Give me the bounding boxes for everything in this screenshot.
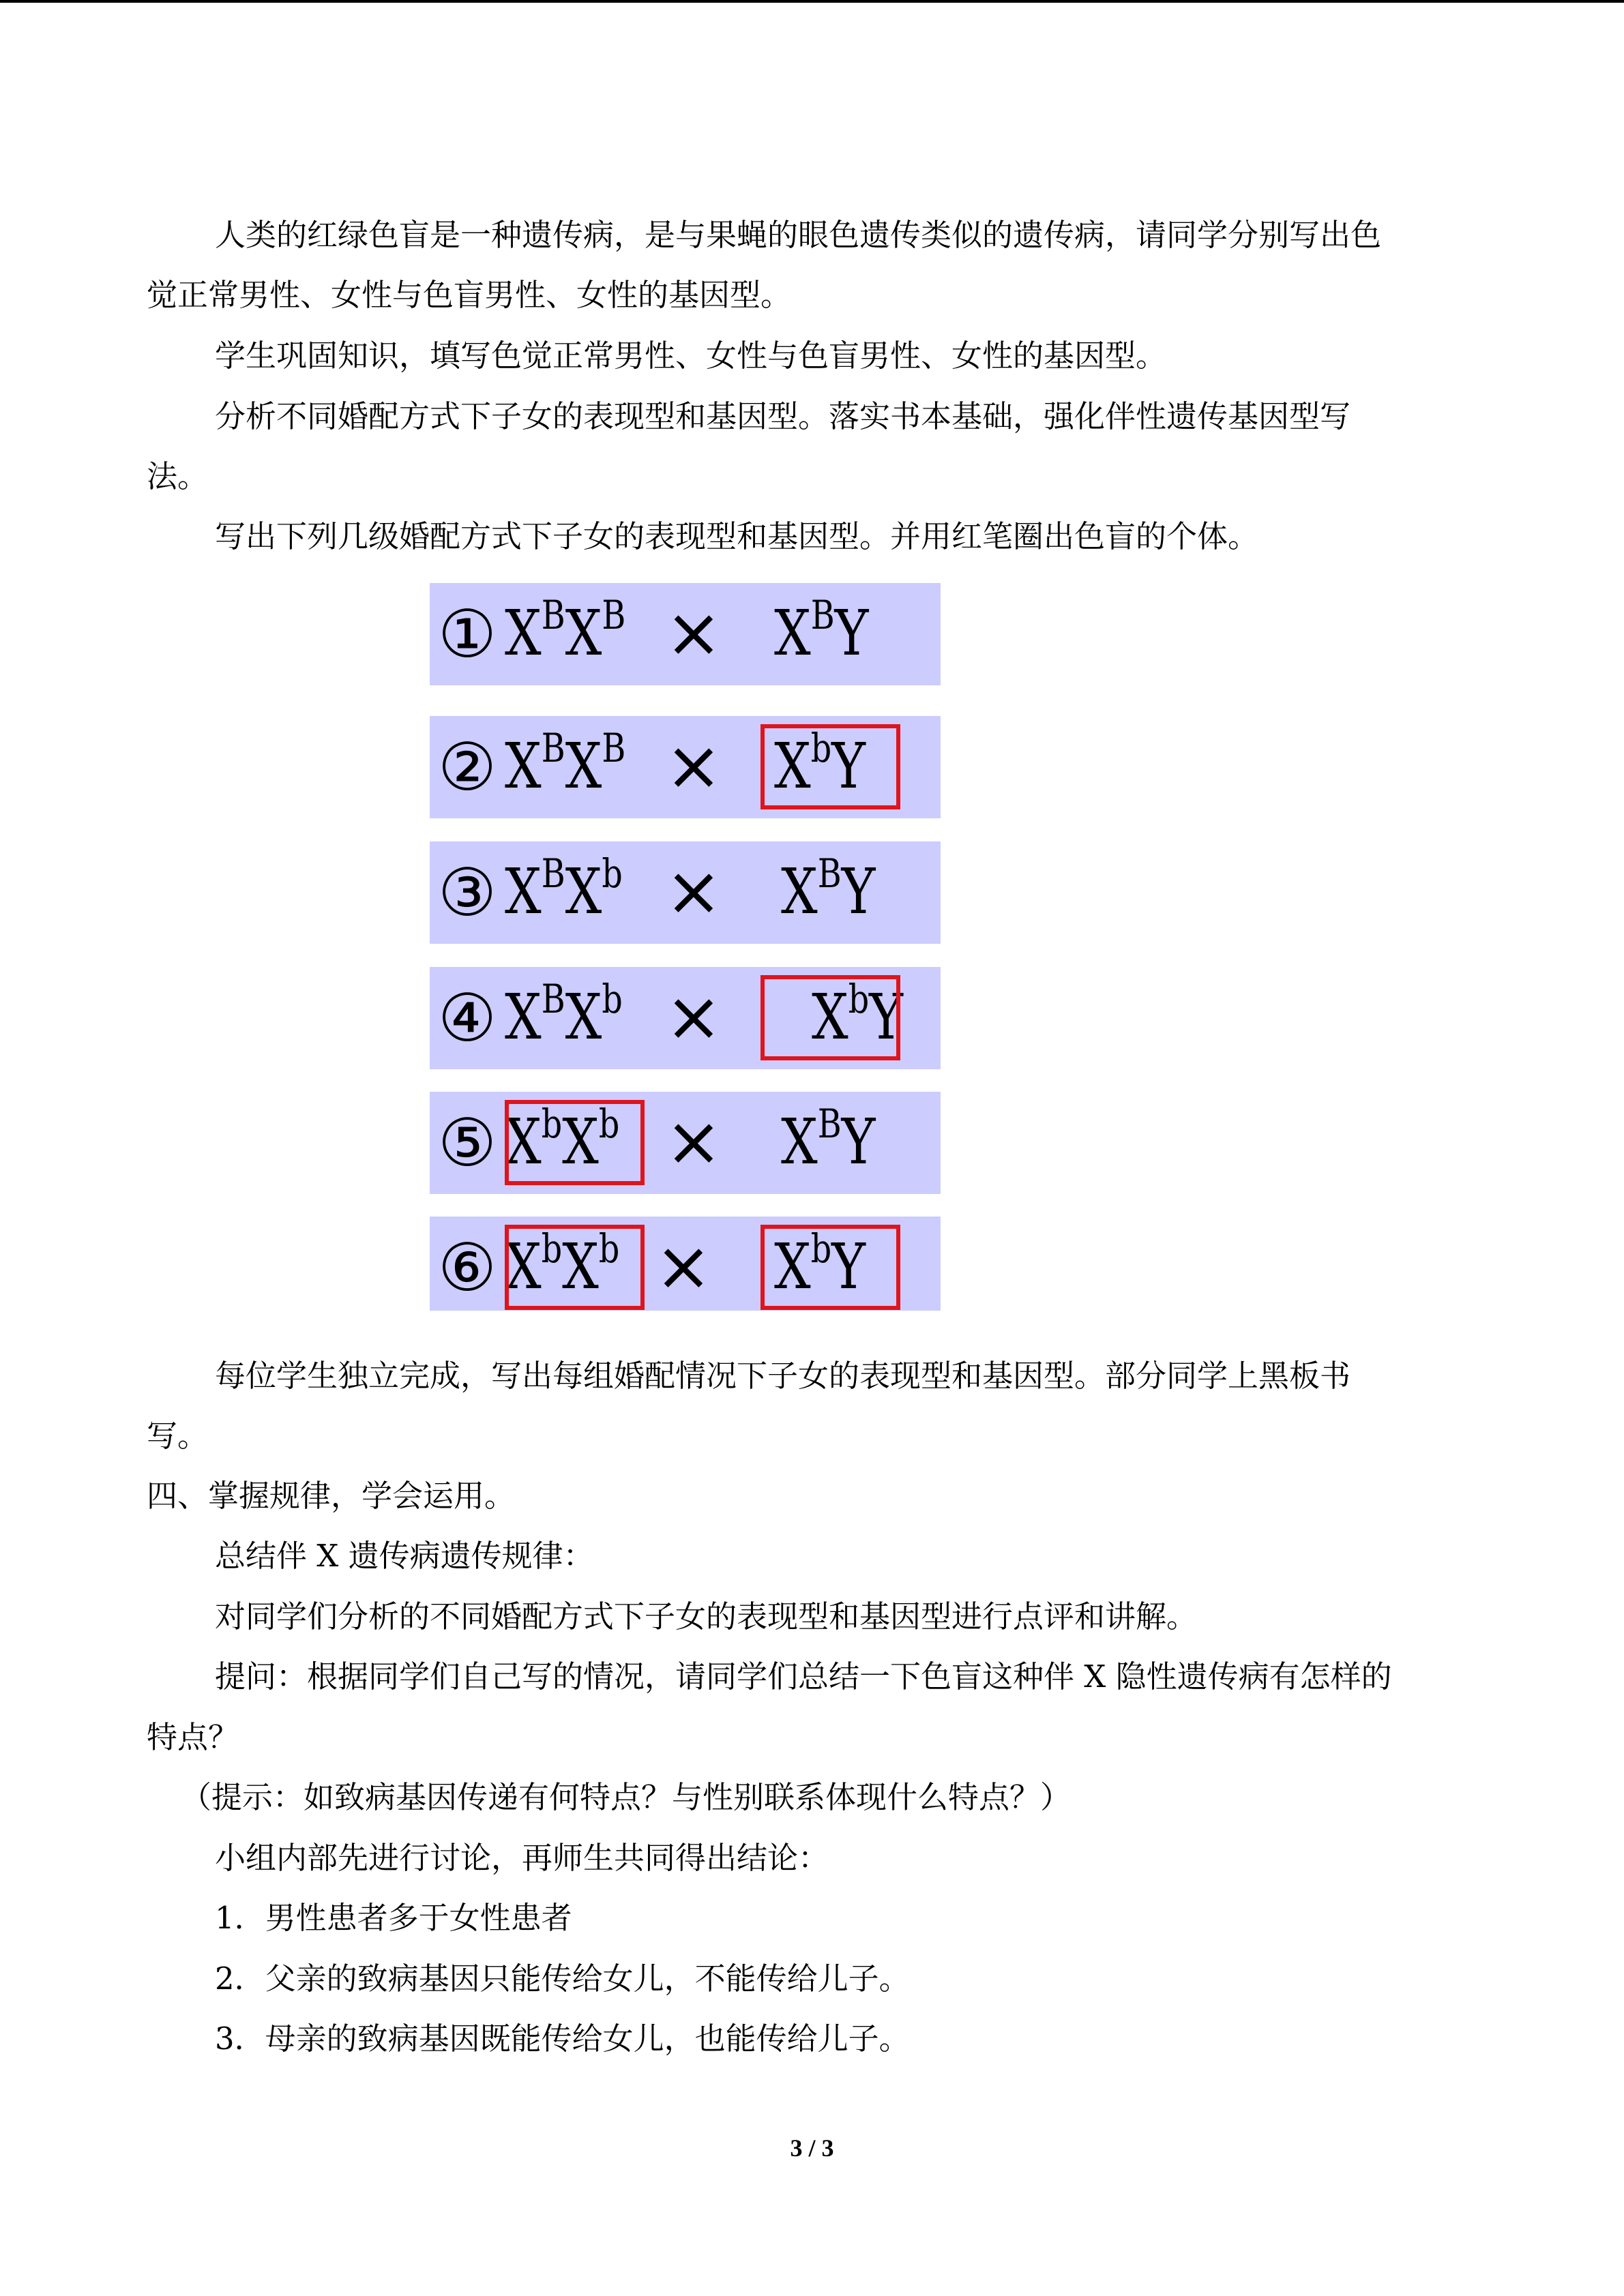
paragraph-question-line2: 特点？ [147,1719,239,1755]
father-genotype [781,1101,876,1178]
cross-number: ① [438,596,497,672]
chromosome-y: Y [841,1105,876,1178]
cross-number: ③ [438,854,497,931]
allele: B [817,850,842,897]
colorblind-circle-mother [505,1100,645,1185]
cross-row [430,716,941,818]
colorblind-circle-father [761,1225,900,1310]
allele: b [541,1225,563,1272]
allele: B [541,592,565,638]
chromosome-y: Y [834,597,869,670]
allele: b [598,1225,620,1272]
chromosome-x: X [505,981,542,1054]
father-genotype [781,850,876,928]
paragraph-intro-line2: 觉正常男性、女性与色盲男性、女性的基因型。 [147,277,792,313]
chromosome-x: X [781,855,818,928]
paragraph-analysis-line2: 法。 [147,458,209,494]
paragraph-discussion: 小组内部先进行讨论，再师生共同得出结论： [215,1840,829,1876]
chromosome-y: Y [831,1230,866,1303]
chromosome-x: X [565,730,602,803]
chromosome-x: X [562,1105,599,1178]
allele: B [810,592,835,638]
conclusion-item-2: 2．父亲的致病基因只能传给女儿，不能传给儿子。 [215,1960,910,1997]
mother-genotype [505,850,623,928]
allele: B [541,725,565,771]
cross-row [430,841,941,944]
page-top-border [0,0,1624,3]
cross-row [430,1217,941,1311]
chromosome-x: X [812,981,848,1054]
paragraph-independent-line2: 写。 [147,1418,209,1454]
paragraph-independent-line1: 每位学生独立完成，写出每组婚配情况下子女的表现型和基因型。部分同学上黑板书 [215,1358,1351,1394]
chromosome-x: X [774,730,811,803]
colorblind-circle-father [761,724,900,809]
chromosome-x: X [505,730,542,803]
page-number: 3 / 3 [790,2134,834,2162]
allele: b [541,1101,563,1147]
allele: b [848,976,870,1022]
chromosome-x: X [505,597,542,670]
chromosome-x: X [505,1230,542,1303]
cross-number: ⑥ [438,1229,497,1306]
mother-genotype [505,725,626,803]
colorblind-circle-father [761,975,900,1060]
cross-row [430,1092,941,1194]
cross-number: ④ [438,980,497,1056]
cross-row [430,967,941,1069]
allele: b [598,1101,620,1147]
allele: b [810,725,832,771]
paragraph-instruction: 写出下列几级婚配方式下子女的表现型和基因型。并用红笔圈出色盲的个体。 [215,518,1259,554]
cross-number: ⑤ [438,1105,497,1181]
chromosome-y: Y [831,730,866,803]
mother-genotype [505,592,626,670]
father-genotype [774,592,869,670]
paragraph-summary-intro: 总结伴 X 遗传病遗传规律： [215,1538,594,1574]
allele: b [810,1225,832,1272]
allele: B [602,592,626,638]
chromosome-x: X [565,981,602,1054]
allele: B [541,976,565,1022]
cross-row [430,583,941,685]
paragraph-question-line1: 提问：根据同学们自己写的情况，请同学们总结一下色盲这种伴 X 隐性遗传病有怎样的 [215,1658,1392,1695]
chromosome-x: X [505,855,542,928]
chromosome-x: X [774,597,811,670]
conclusion-item-1: 1．男性患者多于女性患者 [215,1900,572,1936]
allele: B [541,850,565,897]
allele: b [602,976,623,1022]
paragraph-student-task: 学生巩固知识，填写色觉正常男性、女性与色盲男性、女性的基因型。 [215,338,1167,374]
section-heading-four: 四、掌握规律，学会运用。 [147,1478,516,1514]
allele: b [602,850,623,897]
cross-number: ② [438,729,497,805]
allele: B [602,725,626,771]
cross-times-sign: × [655,1226,712,1306]
cross-times-sign: × [665,1101,722,1181]
chromosome-x: X [505,1105,542,1178]
cross-times-sign: × [665,976,722,1056]
allele: B [817,1101,842,1147]
mother-genotype [505,976,623,1054]
chromosome-y: Y [869,981,903,1054]
colorblind-circle-mother [505,1225,645,1310]
cross-times-sign: × [665,593,722,672]
cross-times-sign: × [665,851,722,931]
chromosome-x: X [565,597,602,670]
chromosome-x: X [562,1230,599,1303]
chromosome-x: X [774,1230,811,1303]
paragraph-comment: 对同学们分析的不同婚配方式下子女的表现型和基因型进行点评和讲解。 [215,1598,1198,1635]
conclusion-item-3: 3．母亲的致病基因既能传给女儿，也能传给儿子。 [215,2021,910,2057]
chromosome-x: X [781,1105,818,1178]
paragraph-intro-line1: 人类的红绿色盲是一种遗传病，是与果蝇的眼色遗传类似的遗传病，请同学分别写出色 [215,217,1382,253]
chromosome-x: X [565,855,602,928]
cross-times-sign: × [665,726,722,805]
paragraph-hint: （提示：如致病基因传递有何特点？与性别联系体现什么特点？） [181,1779,1072,1815]
paragraph-analysis-line1: 分析不同婚配方式下子女的表现型和基因型。落实书本基础，强化伴性遗传基因型写 [215,398,1351,434]
chromosome-y: Y [841,855,876,928]
